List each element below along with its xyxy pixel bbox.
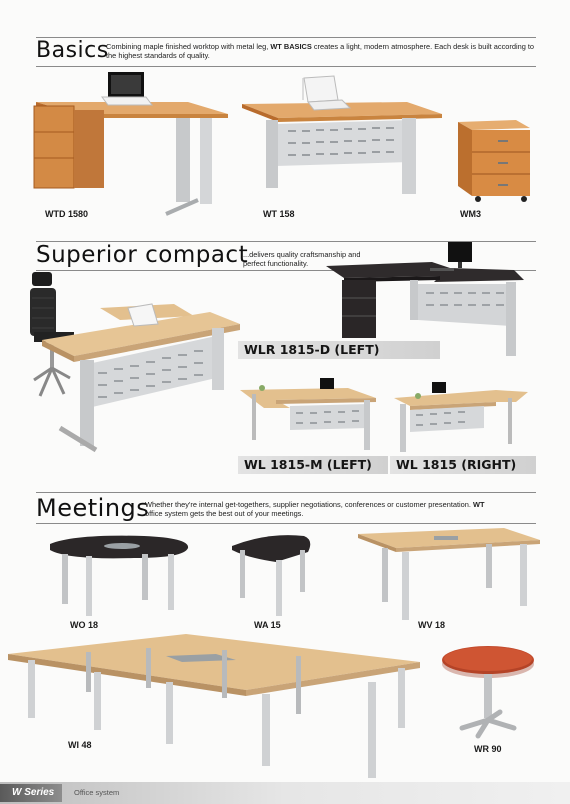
product-image-wa-15 — [228, 532, 318, 622]
basics-description: Combining maple finished worktop with metal leg, WT BASICS creates a light, modern atmosphere. Each desk is built according to the highest standards of quality. — [106, 42, 535, 60]
product-image-wl-1815-m-left — [236, 378, 382, 458]
meetings-title: Meetings — [36, 494, 150, 522]
product-code-wa-15: WA 15 — [254, 620, 281, 630]
meetings-top-rule — [36, 492, 536, 493]
product-image-wtd-1580 — [28, 70, 233, 220]
footer-subtitle: Office system — [74, 788, 120, 797]
footer-series-label: W Series — [0, 784, 62, 802]
product-code-wl-1815-m-left: WL 1815-M (LEFT) — [238, 456, 388, 474]
product-image-l-desk-with-chair — [24, 268, 246, 454]
product-image-wv-18 — [354, 524, 544, 624]
product-image-wl-1815-right — [388, 378, 534, 458]
product-code-wtd-1580: WTD 1580 — [45, 209, 89, 219]
product-code-wi-48: WI 48 — [68, 740, 92, 750]
product-code-wm3: WM3 — [460, 209, 481, 219]
product-code-wv-18: WV 18 — [418, 620, 446, 630]
superior-title: Superior compact — [36, 242, 249, 268]
superior-description: ...delivers quality craftsmanship and perfect functionality. — [243, 250, 361, 268]
product-code-wlr-1815-d-left: WLR 1815-D (LEFT) — [238, 341, 440, 359]
basics-bottom-rule — [36, 66, 536, 67]
product-code-wt-158: WT 158 — [263, 209, 295, 219]
product-code-wo-18: WO 18 — [70, 620, 99, 630]
product-image-wi-48 — [6, 632, 426, 782]
product-image-wt-158 — [242, 74, 447, 199]
product-code-wr-90: WR 90 — [474, 744, 502, 754]
meetings-description: Whether they're internal get-togethers, supplier negotiations, conferences or customer presentation. WT office system gets the best out of your meetings. — [145, 500, 485, 518]
product-image-wo-18 — [44, 532, 194, 622]
product-image-wm3 — [454, 114, 534, 204]
basics-top-rule — [36, 37, 536, 38]
basics-title: Basics — [36, 38, 109, 63]
product-code-wl-1815-right: WL 1815 (RIGHT) — [390, 456, 536, 474]
product-image-wr-90 — [438, 640, 538, 740]
